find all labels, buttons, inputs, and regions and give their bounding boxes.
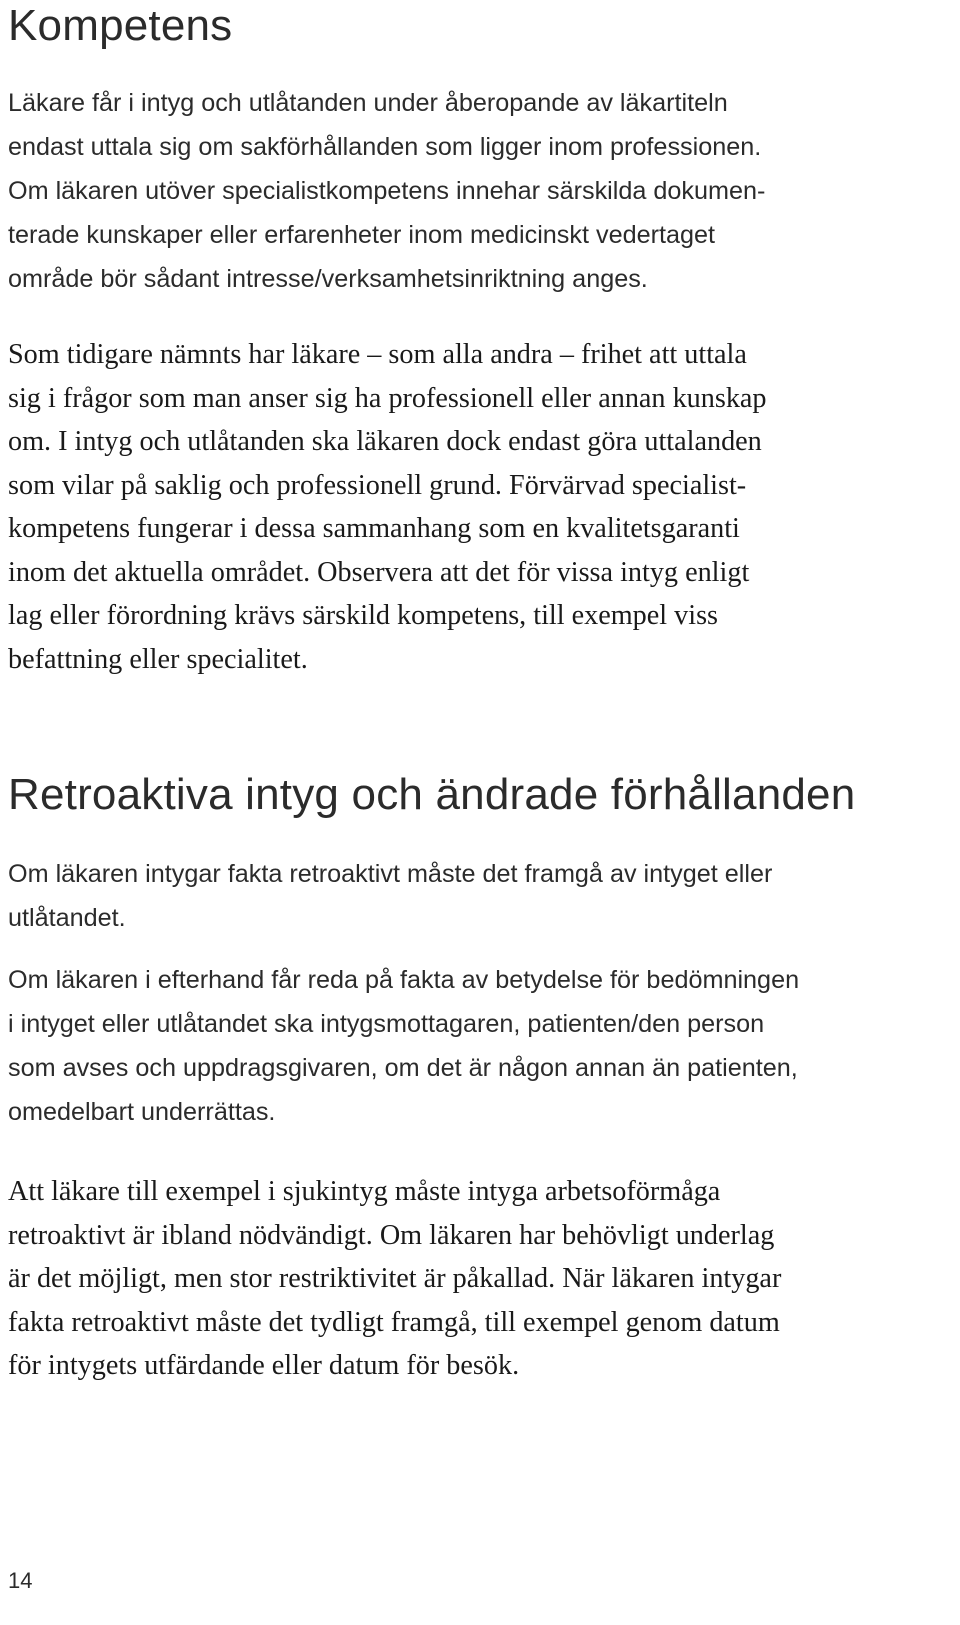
paragraph-retroaktiva-2 bbox=[8, 958, 928, 1134]
text-line: Läkare får i intyg och utlåtanden under åberopande av läkartiteln bbox=[8, 89, 728, 117]
text-line: för intygets utfärdande eller datum för besök. bbox=[8, 1350, 520, 1381]
text-line: kompetens fungerar i dessa sammanhang som en kvalitetsgaranti bbox=[8, 513, 740, 544]
text-line: fakta retroaktivt måste det tydligt framgå, till exempel genom datum bbox=[8, 1306, 780, 1338]
text-line: inom det aktuella området. Observera att det för vissa intyg enligt bbox=[8, 556, 750, 588]
text-line: omedelbart underrättas. bbox=[8, 1098, 276, 1126]
text-line: i intyget eller utlåtandet ska intygsmottagaren, patienten/den person bbox=[8, 1010, 765, 1038]
text-line: lag eller förordning krävs särskild kompetens, till exempel viss bbox=[8, 600, 719, 631]
text-line: sig i frågor som man anser sig ha professionell eller annan kunskap bbox=[8, 382, 767, 414]
section-heading-kompetens: Kompetens bbox=[8, 1, 233, 50]
text-line: Om läkaren i efterhand får reda på fakta av betydelse för bedömningen bbox=[8, 966, 800, 994]
text-line: Om läkaren utöver specialistkompetens innehar särskilda dokumen- bbox=[8, 177, 766, 205]
text-line: Om läkaren intygar fakta retroaktivt måste det framgå av intyget eller bbox=[8, 860, 773, 888]
text-line: som avses och uppdragsgivaren, om det är någon annan än patienten, bbox=[8, 1054, 798, 1082]
text-line: endast uttala sig om sakförhållanden som ligger inom professionen. bbox=[8, 133, 762, 161]
section-heading-retroaktiva-intyg: Retroaktiva intyg och ändrade förhållanden bbox=[8, 770, 856, 819]
page-number: 14 bbox=[8, 1568, 33, 1593]
text-line: Att läkare till exempel i sjukintyg måste intyga arbetsoförmåga bbox=[8, 1176, 721, 1207]
text-line: om. I intyg och utlåtanden ska läkaren dock endast göra uttalanden bbox=[8, 426, 762, 457]
text-line: terade kunskaper eller erfarenheter inom medicinskt vedertaget bbox=[8, 221, 716, 249]
paragraph-kompetens-2 bbox=[8, 333, 928, 681]
text-line: retroaktivt är ibland nödvändigt. Om läkaren har behövligt underlag bbox=[8, 1219, 775, 1251]
text-line: befattning eller specialitet. bbox=[8, 643, 308, 675]
paragraph-retroaktiva-1 bbox=[8, 852, 928, 940]
paragraph-kompetens-1 bbox=[8, 81, 928, 301]
paragraph-retroaktiva-3 bbox=[8, 1170, 928, 1388]
text-line: som vilar på saklig och professionell grund. Förvärvad specialist- bbox=[8, 469, 747, 501]
text-line: område bör sådant intresse/verksamhetsinriktning anges. bbox=[8, 265, 648, 293]
text-line: är det möjligt, men stor restriktivitet är påkallad. När läkaren intygar bbox=[8, 1263, 782, 1294]
text-line: Som tidigare nämnts har läkare – som alla andra – frihet att uttala bbox=[8, 339, 747, 370]
text-line: utlåtandet. bbox=[8, 904, 126, 932]
